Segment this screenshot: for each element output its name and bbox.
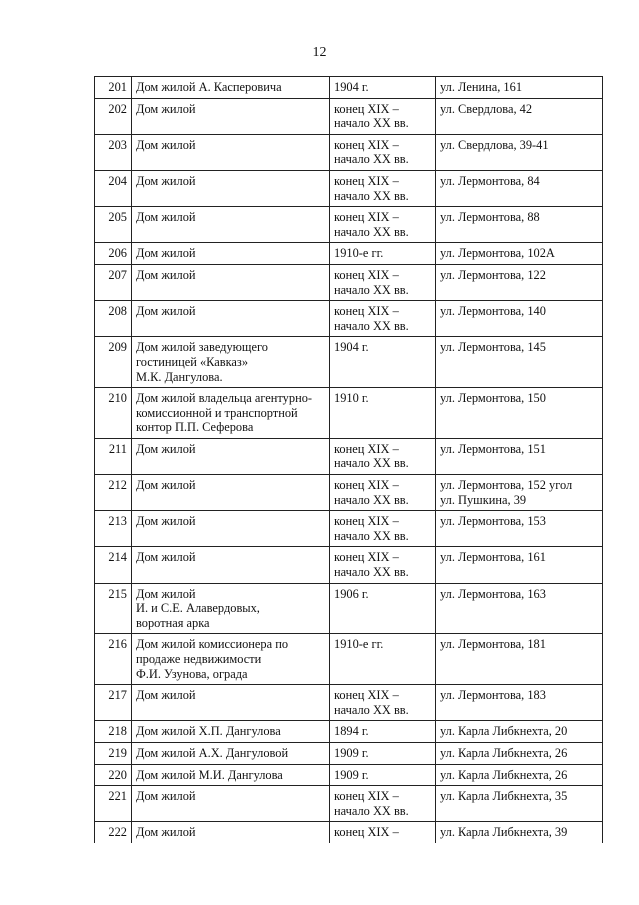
table-row (95, 77, 603, 99)
object-date: конец XIX – начало XX вв. (330, 134, 436, 170)
object-name: Дом жилой М.И. Дангулова (132, 764, 330, 786)
row-number: 216 (95, 634, 132, 685)
object-address: ул. Лермонтова, 84 (436, 170, 603, 206)
object-date: конец XIX – начало XX вв. (330, 98, 436, 134)
object-date: конец XIX – (330, 822, 436, 843)
object-name: Дом жилой (132, 170, 330, 206)
row-number: 213 (95, 511, 132, 547)
row-number: 222 (95, 822, 132, 843)
object-address: ул. Лермонтова, 150 (436, 388, 603, 439)
object-address: ул. Лермонтова, 145 (436, 337, 603, 388)
object-name: Дом жилой (132, 134, 330, 170)
object-date: 1910-е гг. (330, 634, 436, 685)
object-name: Дом жилой (132, 264, 330, 300)
object-date: конец XIX – начало XX вв. (330, 511, 436, 547)
table-row (95, 243, 603, 265)
row-number: 215 (95, 583, 132, 634)
object-date: конец XIX – начало XX вв. (330, 207, 436, 243)
object-name: Дом жилой комиссионера по продаже недвижимости Ф.И. Узунова, ограда (132, 634, 330, 685)
row-number: 218 (95, 721, 132, 743)
table-row (95, 786, 603, 822)
object-address: ул. Ленина, 161 (436, 77, 603, 99)
table-row (95, 475, 603, 511)
object-date: 1904 г. (330, 77, 436, 99)
object-address: ул. Лермонтова, 183 (436, 685, 603, 721)
row-number: 204 (95, 170, 132, 206)
object-address: ул. Лермонтова, 181 (436, 634, 603, 685)
table-row (95, 388, 603, 439)
table-row (95, 301, 603, 337)
row-number: 221 (95, 786, 132, 822)
row-number: 203 (95, 134, 132, 170)
table-row (95, 438, 603, 474)
table-row (95, 511, 603, 547)
table-row (95, 685, 603, 721)
object-address: ул. Лермонтова, 153 (436, 511, 603, 547)
row-number: 211 (95, 438, 132, 474)
object-name: Дом жилой (132, 547, 330, 583)
object-name: Дом жилой Х.П. Дангулова (132, 721, 330, 743)
table-body (95, 77, 603, 843)
object-date: 1910 г. (330, 388, 436, 439)
object-address: ул. Карла Либкнехта, 20 (436, 721, 603, 743)
table-row (95, 822, 603, 843)
object-date: 1894 г. (330, 721, 436, 743)
table-row (95, 98, 603, 134)
object-date: 1909 г. (330, 764, 436, 786)
table-row (95, 337, 603, 388)
row-number: 201 (95, 77, 132, 99)
object-name: Дом жилой (132, 243, 330, 265)
object-address: ул. Лермонтова, 88 (436, 207, 603, 243)
object-name: Дом жилой (132, 786, 330, 822)
object-date: конец XIX – начало XX вв. (330, 475, 436, 511)
object-date: конец XIX – начало XX вв. (330, 301, 436, 337)
table-row (95, 547, 603, 583)
row-number: 208 (95, 301, 132, 337)
table-row (95, 583, 603, 634)
object-date: конец XIX – начало XX вв. (330, 685, 436, 721)
object-address: ул. Лермонтова, 122 (436, 264, 603, 300)
object-name: Дом жилой (132, 207, 330, 243)
object-name: Дом жилой владельца агентурно- комиссионной и транспортной контор П.П. Сеферова (132, 388, 330, 439)
object-name: Дом жилой А.Х. Дангуловой (132, 742, 330, 764)
object-date: конец XIX – начало XX вв. (330, 786, 436, 822)
object-date: конец XIX – начало XX вв. (330, 438, 436, 474)
object-address: ул. Лермонтова, 151 (436, 438, 603, 474)
object-name: Дом жилой (132, 511, 330, 547)
row-number: 207 (95, 264, 132, 300)
row-number: 209 (95, 337, 132, 388)
table-row (95, 634, 603, 685)
table-row (95, 721, 603, 743)
object-date: конец XIX – начало XX вв. (330, 170, 436, 206)
table-row (95, 764, 603, 786)
object-date: 1910-е гг. (330, 243, 436, 265)
object-name: Дом жилой (132, 98, 330, 134)
table-row (95, 134, 603, 170)
object-name: Дом жилой (132, 438, 330, 474)
object-name: Дом жилой (132, 301, 330, 337)
object-address: ул. Карла Либкнехта, 26 (436, 764, 603, 786)
object-address: ул. Карла Либкнехта, 26 (436, 742, 603, 764)
object-address: ул. Лермонтова, 161 (436, 547, 603, 583)
object-name: Дом жилой (132, 475, 330, 511)
row-number: 214 (95, 547, 132, 583)
object-address: ул. Лермонтова, 152 угол ул. Пушкина, 39 (436, 475, 603, 511)
heritage-objects-table (94, 76, 603, 843)
row-number: 212 (95, 475, 132, 511)
object-date: конец XIX – начало XX вв. (330, 547, 436, 583)
object-address: ул. Лермонтова, 102А (436, 243, 603, 265)
table-row (95, 264, 603, 300)
object-address: ул. Свердлова, 42 (436, 98, 603, 134)
object-address: ул. Лермонтова, 140 (436, 301, 603, 337)
object-address: ул. Свердлова, 39-41 (436, 134, 603, 170)
row-number: 219 (95, 742, 132, 764)
object-name: Дом жилой А. Касперовича (132, 77, 330, 99)
row-number: 210 (95, 388, 132, 439)
object-address: ул. Карла Либкнехта, 39 (436, 822, 603, 843)
object-date: 1909 г. (330, 742, 436, 764)
row-number: 202 (95, 98, 132, 134)
page-number: 12 (312, 45, 327, 60)
object-name: Дом жилой (132, 685, 330, 721)
object-date: 1904 г. (330, 337, 436, 388)
object-address: ул. Лермонтова, 163 (436, 583, 603, 634)
row-number: 220 (95, 764, 132, 786)
table-row (95, 742, 603, 764)
object-address: ул. Карла Либкнехта, 35 (436, 786, 603, 822)
table-row (95, 170, 603, 206)
object-name: Дом жилой И. и С.Е. Алавердовых, воротная арка (132, 583, 330, 634)
object-name: Дом жилой заведующего гостиницей «Кавказ» М.К. Дангулова. (132, 337, 330, 388)
row-number: 217 (95, 685, 132, 721)
object-name: Дом жилой (132, 822, 330, 843)
object-date: 1906 г. (330, 583, 436, 634)
row-number: 205 (95, 207, 132, 243)
table-row (95, 207, 603, 243)
object-date: конец XIX – начало XX вв. (330, 264, 436, 300)
row-number: 206 (95, 243, 132, 265)
